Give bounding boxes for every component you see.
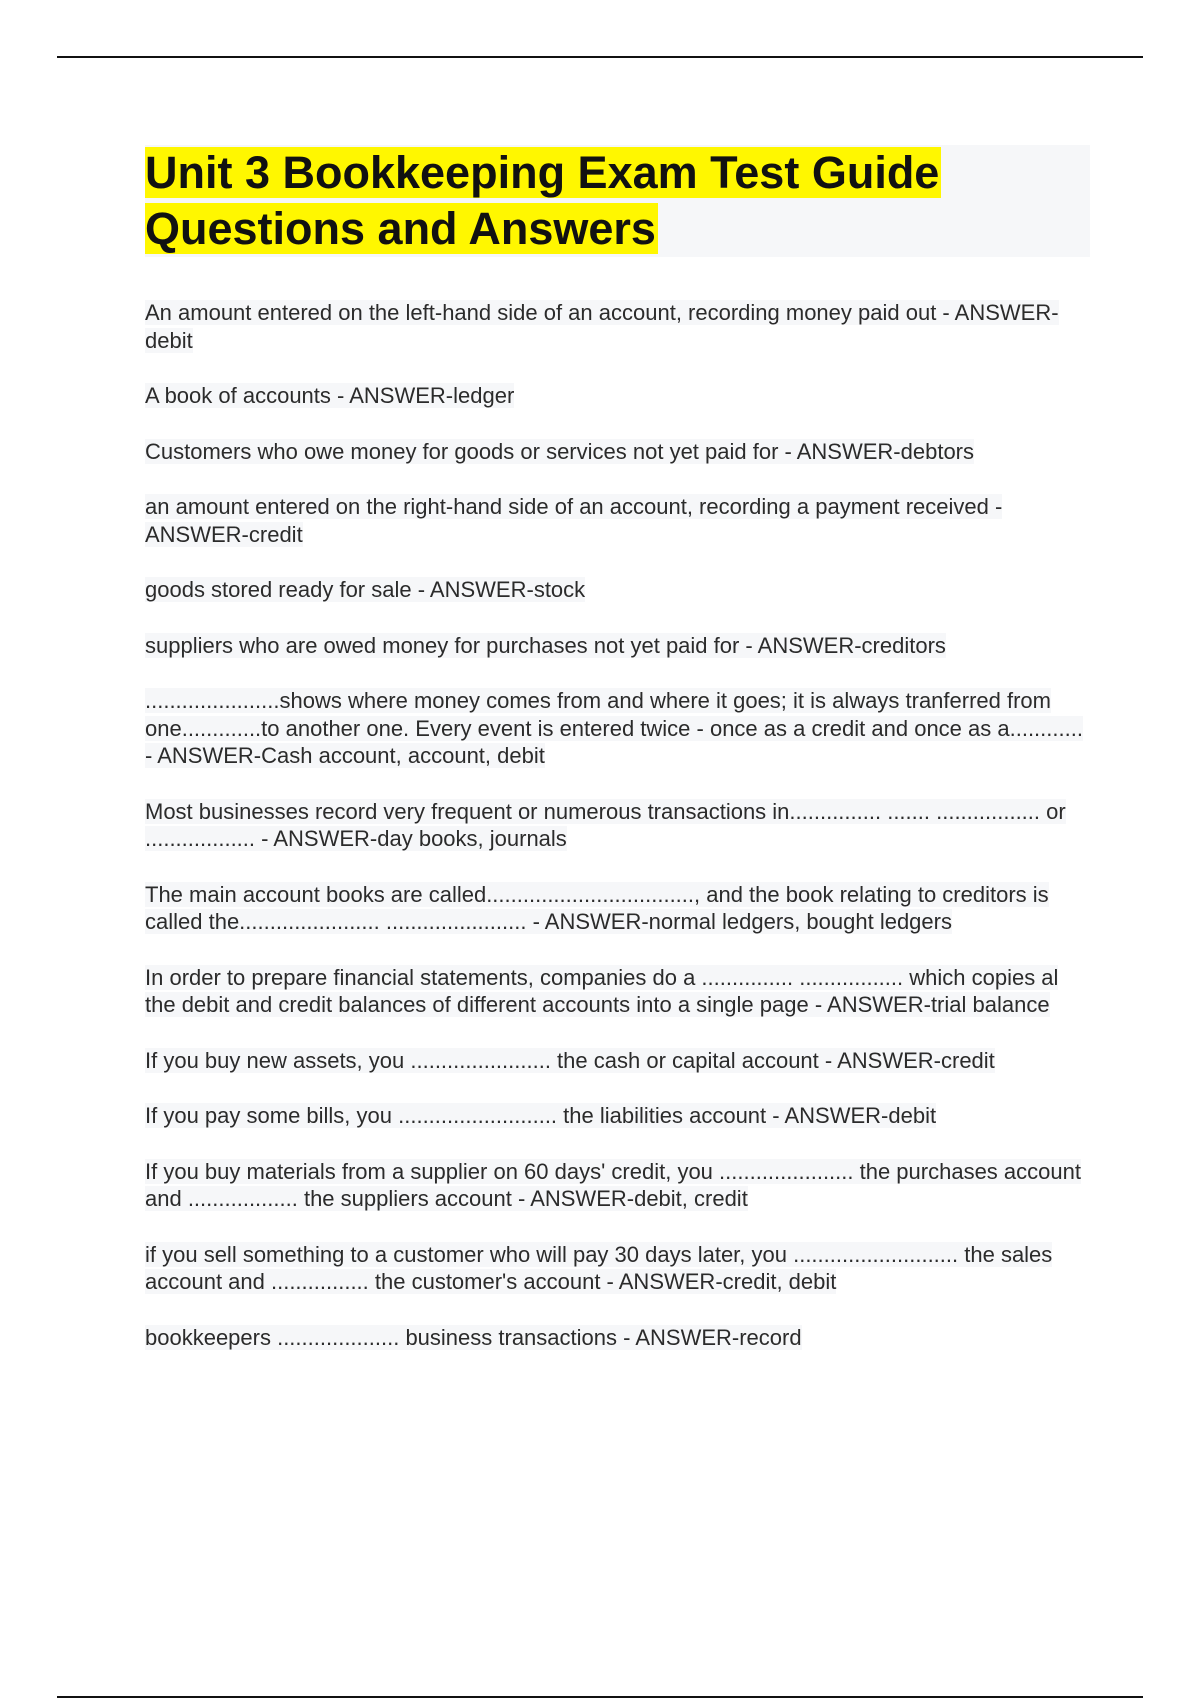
document-title: [145, 145, 1090, 257]
qa-text: Most businesses record very frequent or numerous transactions in............... ....... ................. or .................. - ANSWER-day books, journals: [145, 798, 1066, 851]
qa-text: If you pay some bills, you .......................... the liabilities account - ANSWER-debit: [145, 1103, 937, 1128]
qa-text: Customers who owe money for goods or services not yet paid for - ANSWER-debtors: [145, 438, 975, 464]
qa-item: [145, 576, 1090, 604]
qa-text: if you sell something to a customer who will pay 30 days later, you ........................... the sales account and ................ the customer's account - ANSWER-credit, debit: [145, 1241, 1053, 1294]
top-rule: [57, 56, 1143, 58]
qa-item: [145, 299, 1090, 354]
qa-item: [145, 881, 1090, 936]
qa-text: If you buy new assets, you ....................... the cash or capital account - ANSWER-credit: [145, 1047, 995, 1073]
qa-item: [145, 1241, 1090, 1296]
qa-text: An amount entered on the left-hand side of an account, recording money paid out - ANSWER-debit: [145, 300, 1059, 353]
qa-item: [145, 438, 1090, 466]
qa-item: [145, 964, 1090, 1019]
qa-item: [145, 382, 1090, 410]
qa-text: The main account books are called.................................., and the book relating to creditors is called the....................... ....................... - ANSWER-normal ledgers, bought ledgers: [145, 881, 1049, 934]
qa-text: ......................shows where money comes from and where it goes; it is always tranferred from one.............to another one. Every event is entered twice - once as a credit and once as a............ - ANSWER-Cash account, account, debit: [145, 688, 1083, 768]
qa-item: [145, 632, 1090, 660]
qa-item: [145, 798, 1090, 853]
document-body: [145, 145, 1090, 1379]
qa-text: goods stored ready for sale - ANSWER-stock: [145, 577, 586, 602]
qa-item: [145, 1102, 1090, 1130]
qa-list: [145, 299, 1090, 1351]
qa-text: A book of accounts - ANSWER-ledger: [145, 383, 515, 408]
title-block: [145, 145, 1090, 257]
qa-text: If you buy materials from a supplier on 60 days' credit, you ...................... the purchases account and .................. the suppliers account - ANSWER-debit, credit: [145, 1158, 1081, 1211]
qa-item: [145, 1158, 1090, 1213]
qa-item: [145, 1047, 1090, 1075]
qa-item: [145, 687, 1090, 770]
document-title-text: Unit 3 Bookkeeping Exam Test Guide Questions and Answers: [145, 147, 940, 254]
qa-item: [145, 1324, 1090, 1352]
qa-item: [145, 493, 1090, 548]
qa-text: suppliers who are owed money for purchases not yet paid for - ANSWER-creditors: [145, 632, 946, 658]
qa-text: bookkeepers .................... business transactions - ANSWER-record: [145, 1324, 802, 1350]
qa-text: an amount entered on the right-hand side of an account, recording a payment received - ANSWER-credit: [145, 494, 1003, 547]
qa-text: In order to prepare financial statements, companies do a ............... ................. which copies al the debit and credit balances of different accounts into a single page - ANSWER-trial balance: [145, 964, 1059, 1017]
bottom-rule: [57, 1696, 1143, 1698]
